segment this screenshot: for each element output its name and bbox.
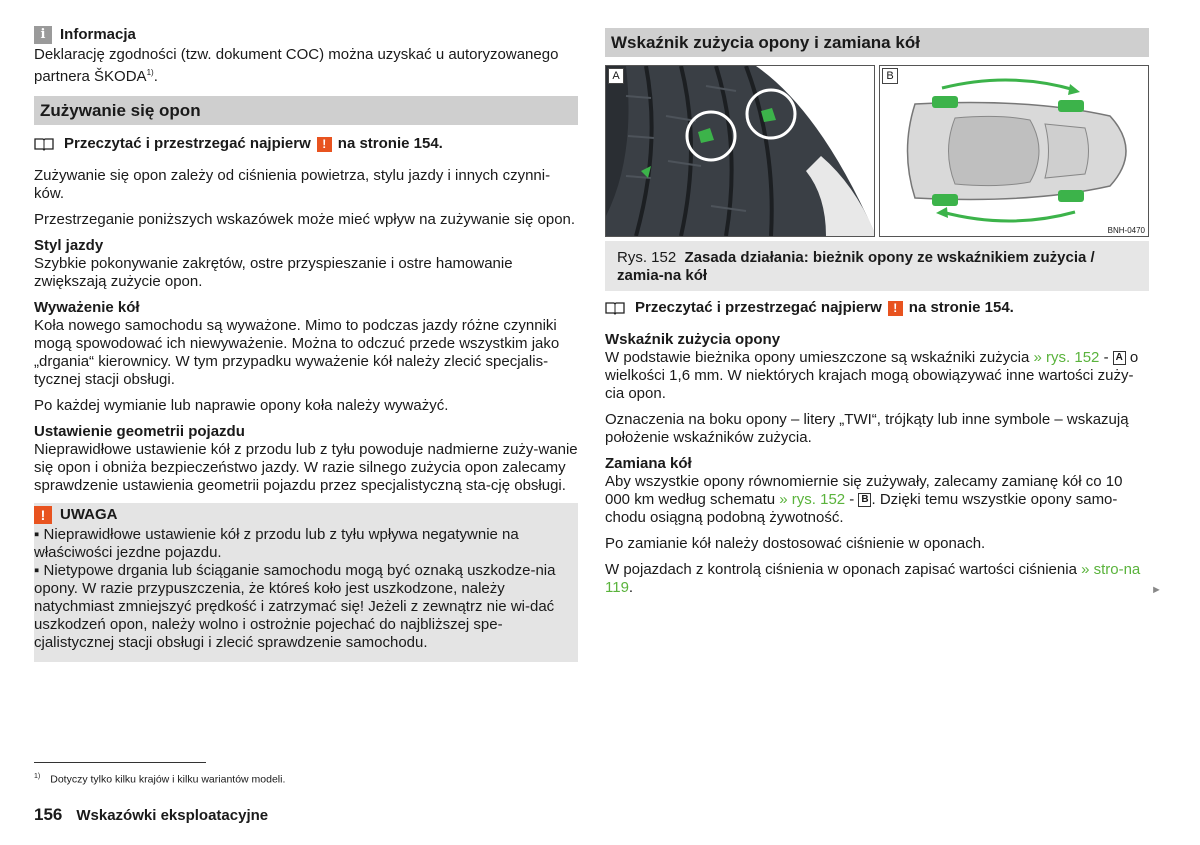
warning-item: ▪ Nieprawidłowe ustawienie kół z przodu lub z tyłu wpływa negatywnie na właściwości jezdne pojazdu.	[34, 526, 519, 561]
footnote-ref[interactable]: 1)	[146, 68, 154, 77]
paragraph-wheel-rotation: Aby wszystkie opony równomiernie się zużywały, zalecamy zamianę kół co 10 000 km według schematu » rys. 152 - B . Dzięki temu wszystkie opony samo-chodu osiągną podobną żywotność.	[605, 473, 1123, 526]
warning-icon: !	[888, 301, 903, 316]
footnote	[34, 773, 285, 786]
info-text: Deklarację zgodności (tzw. dokument COC) można uzyskać u autoryzowanego partnera ŠKODA$^{1)}$.	[34, 46, 559, 85]
wheel-rotation-diagram	[880, 66, 1149, 236]
subheading-wheel-balancing: Wyważenie kół	[34, 299, 140, 316]
book-icon	[605, 301, 625, 315]
page-footer	[34, 805, 268, 825]
tire-tread-illustration	[606, 66, 875, 236]
figure-label-a: A	[608, 68, 624, 84]
paragraph: Nieprawidłowe ustawienie kół z przodu lub z tyłu powoduje nadmierne zuży-wanie się opon i obniża bezpieczeństwo jazdy. W razie silnego zużycia opon zalecamy sprawdzenie ustawienia geometrii pojazdu przez specjalistyczną sta-cję obsługi.	[34, 441, 578, 494]
paragraph: Po każdej wymianie lub naprawie opony koła należy wyważyć.	[34, 397, 449, 414]
read-first-note	[34, 135, 578, 153]
paragraph: Zużywanie się opon zależy od ciśnienia powietrza, stylu jazdy i innych czynni-ków.	[34, 167, 551, 202]
figure-link[interactable]: » rys. 152	[1033, 349, 1100, 366]
caption-number: Rys. 152	[617, 249, 677, 266]
section-title-wear-indicator: Wskaźnik zużycia opony i zamiana kół	[605, 28, 1149, 57]
read-first-page-link[interactable]: na stronie 154.	[908, 299, 1014, 316]
paragraph: Oznaczenia na boku opony – litery „TWI“, trójkąty lub inne symbole – wskazują położenie wskaźników zużycia.	[605, 411, 1129, 446]
subheading-wheel-rotation: Zamiana kół	[605, 455, 692, 472]
subheading-driving-style: Styl jazdy	[34, 237, 104, 254]
section-title-tire-wear: Zużywanie się opon	[34, 96, 578, 125]
warning-box	[34, 503, 578, 662]
warning-title: UWAGA	[60, 506, 118, 523]
warning-icon: !	[34, 506, 52, 524]
figure-ref-a: A	[1113, 351, 1126, 365]
footnote-divider	[34, 762, 206, 763]
figure-panel-b	[879, 65, 1149, 237]
left-column	[34, 26, 578, 662]
subheading-wear-indicator: Wskaźnik zużycia opony	[605, 331, 781, 348]
continue-arrow-icon: ►	[1151, 584, 1162, 596]
read-first-page-link[interactable]: na stronie 154.	[337, 135, 443, 152]
read-first-text: Przeczytać i przestrzegać najpierw	[635, 299, 882, 316]
info-icon: i	[34, 26, 52, 44]
warning-icon: !	[317, 137, 332, 152]
paragraph: Szybkie pokonywanie zakrętów, ostre przyspieszanie i ostre hamowanie zwiększają zużycie opon.	[34, 255, 513, 290]
read-first-note	[605, 299, 1149, 317]
paragraph: Przestrzeganie poniższych wskazówek może mieć wpływ na zużywanie się opon.	[34, 211, 576, 228]
subheading-alignment: Ustawienie geometrii pojazdu	[34, 423, 245, 440]
footnote-text: Dotyczy tylko kilku krajów i kilku wariantów modeli.	[50, 773, 286, 786]
paragraph: Po zamianie kół należy dostosować ciśnienie w oponach.	[605, 535, 986, 552]
chapter-title: Wskazówki eksploatacyjne	[76, 807, 269, 824]
figure-152	[605, 65, 1149, 237]
info-header	[34, 26, 578, 44]
book-icon	[34, 137, 54, 151]
figure-ref-b: B	[858, 493, 871, 507]
read-first-text: Przeczytać i przestrzegać najpierw	[64, 135, 311, 152]
info-title: Informacja	[60, 26, 136, 43]
page-number: 156	[34, 805, 63, 824]
paragraph: Koła nowego samochodu są wyważone. Mimo to podczas jazdy różne czynniki mogą spowodować ich niewyważenie. Można to odczuć przede wszystkim jako „drgania“ kierownicy. W tym przypadku wyważenie kół należy zlecić specjalis-tycznej stacji obsługi.	[34, 317, 560, 388]
figure-label-b: B	[882, 68, 898, 84]
paragraph-wear-indicator: W podstawie bieżnika opony umieszczone są wskaźniki zużycia » rys. 152 - A o wielkości 1,6 mm. W niektórych krajach mogą obowiązywać inne wartości zuży-cia opon.	[605, 349, 1139, 402]
paragraph-tpms: W pojazdach z kontrolą ciśnienia w oponach zapisać wartości ciśnienia » stro-na 119.	[605, 561, 1141, 596]
caption-text: Zasada działania: bieżnik opony ze wskaźnikiem zużycia / zamia-na kół	[617, 249, 1095, 284]
footnote-mark: 1)	[34, 773, 41, 780]
figure-panel-a	[605, 65, 875, 237]
figure-caption	[605, 241, 1149, 291]
warning-item: ▪ Nietypowe drgania lub ściąganie samochodu mogą być oznaką uszkodze-nia opony. W razie przypuszczenia, że któreś koło jest uszkodzone, należy natychmiast zmniejszyć prędkość i zatrzymać się! Jeżeli z zewnątrz nie wi-dać uszkodzeń opon, należy wolno i ostrożnie pojechać do najbliższej spe-cjalistycznej stacji obsługi i zlecić sprawdzenie samochodu.	[34, 562, 556, 651]
warning-header	[34, 503, 578, 526]
figure-link[interactable]: » rys. 152	[779, 491, 846, 508]
figure-code: BNH-0470	[1107, 226, 1145, 235]
right-column	[605, 28, 1149, 605]
page-link[interactable]: » stro-na 119	[605, 561, 1141, 596]
